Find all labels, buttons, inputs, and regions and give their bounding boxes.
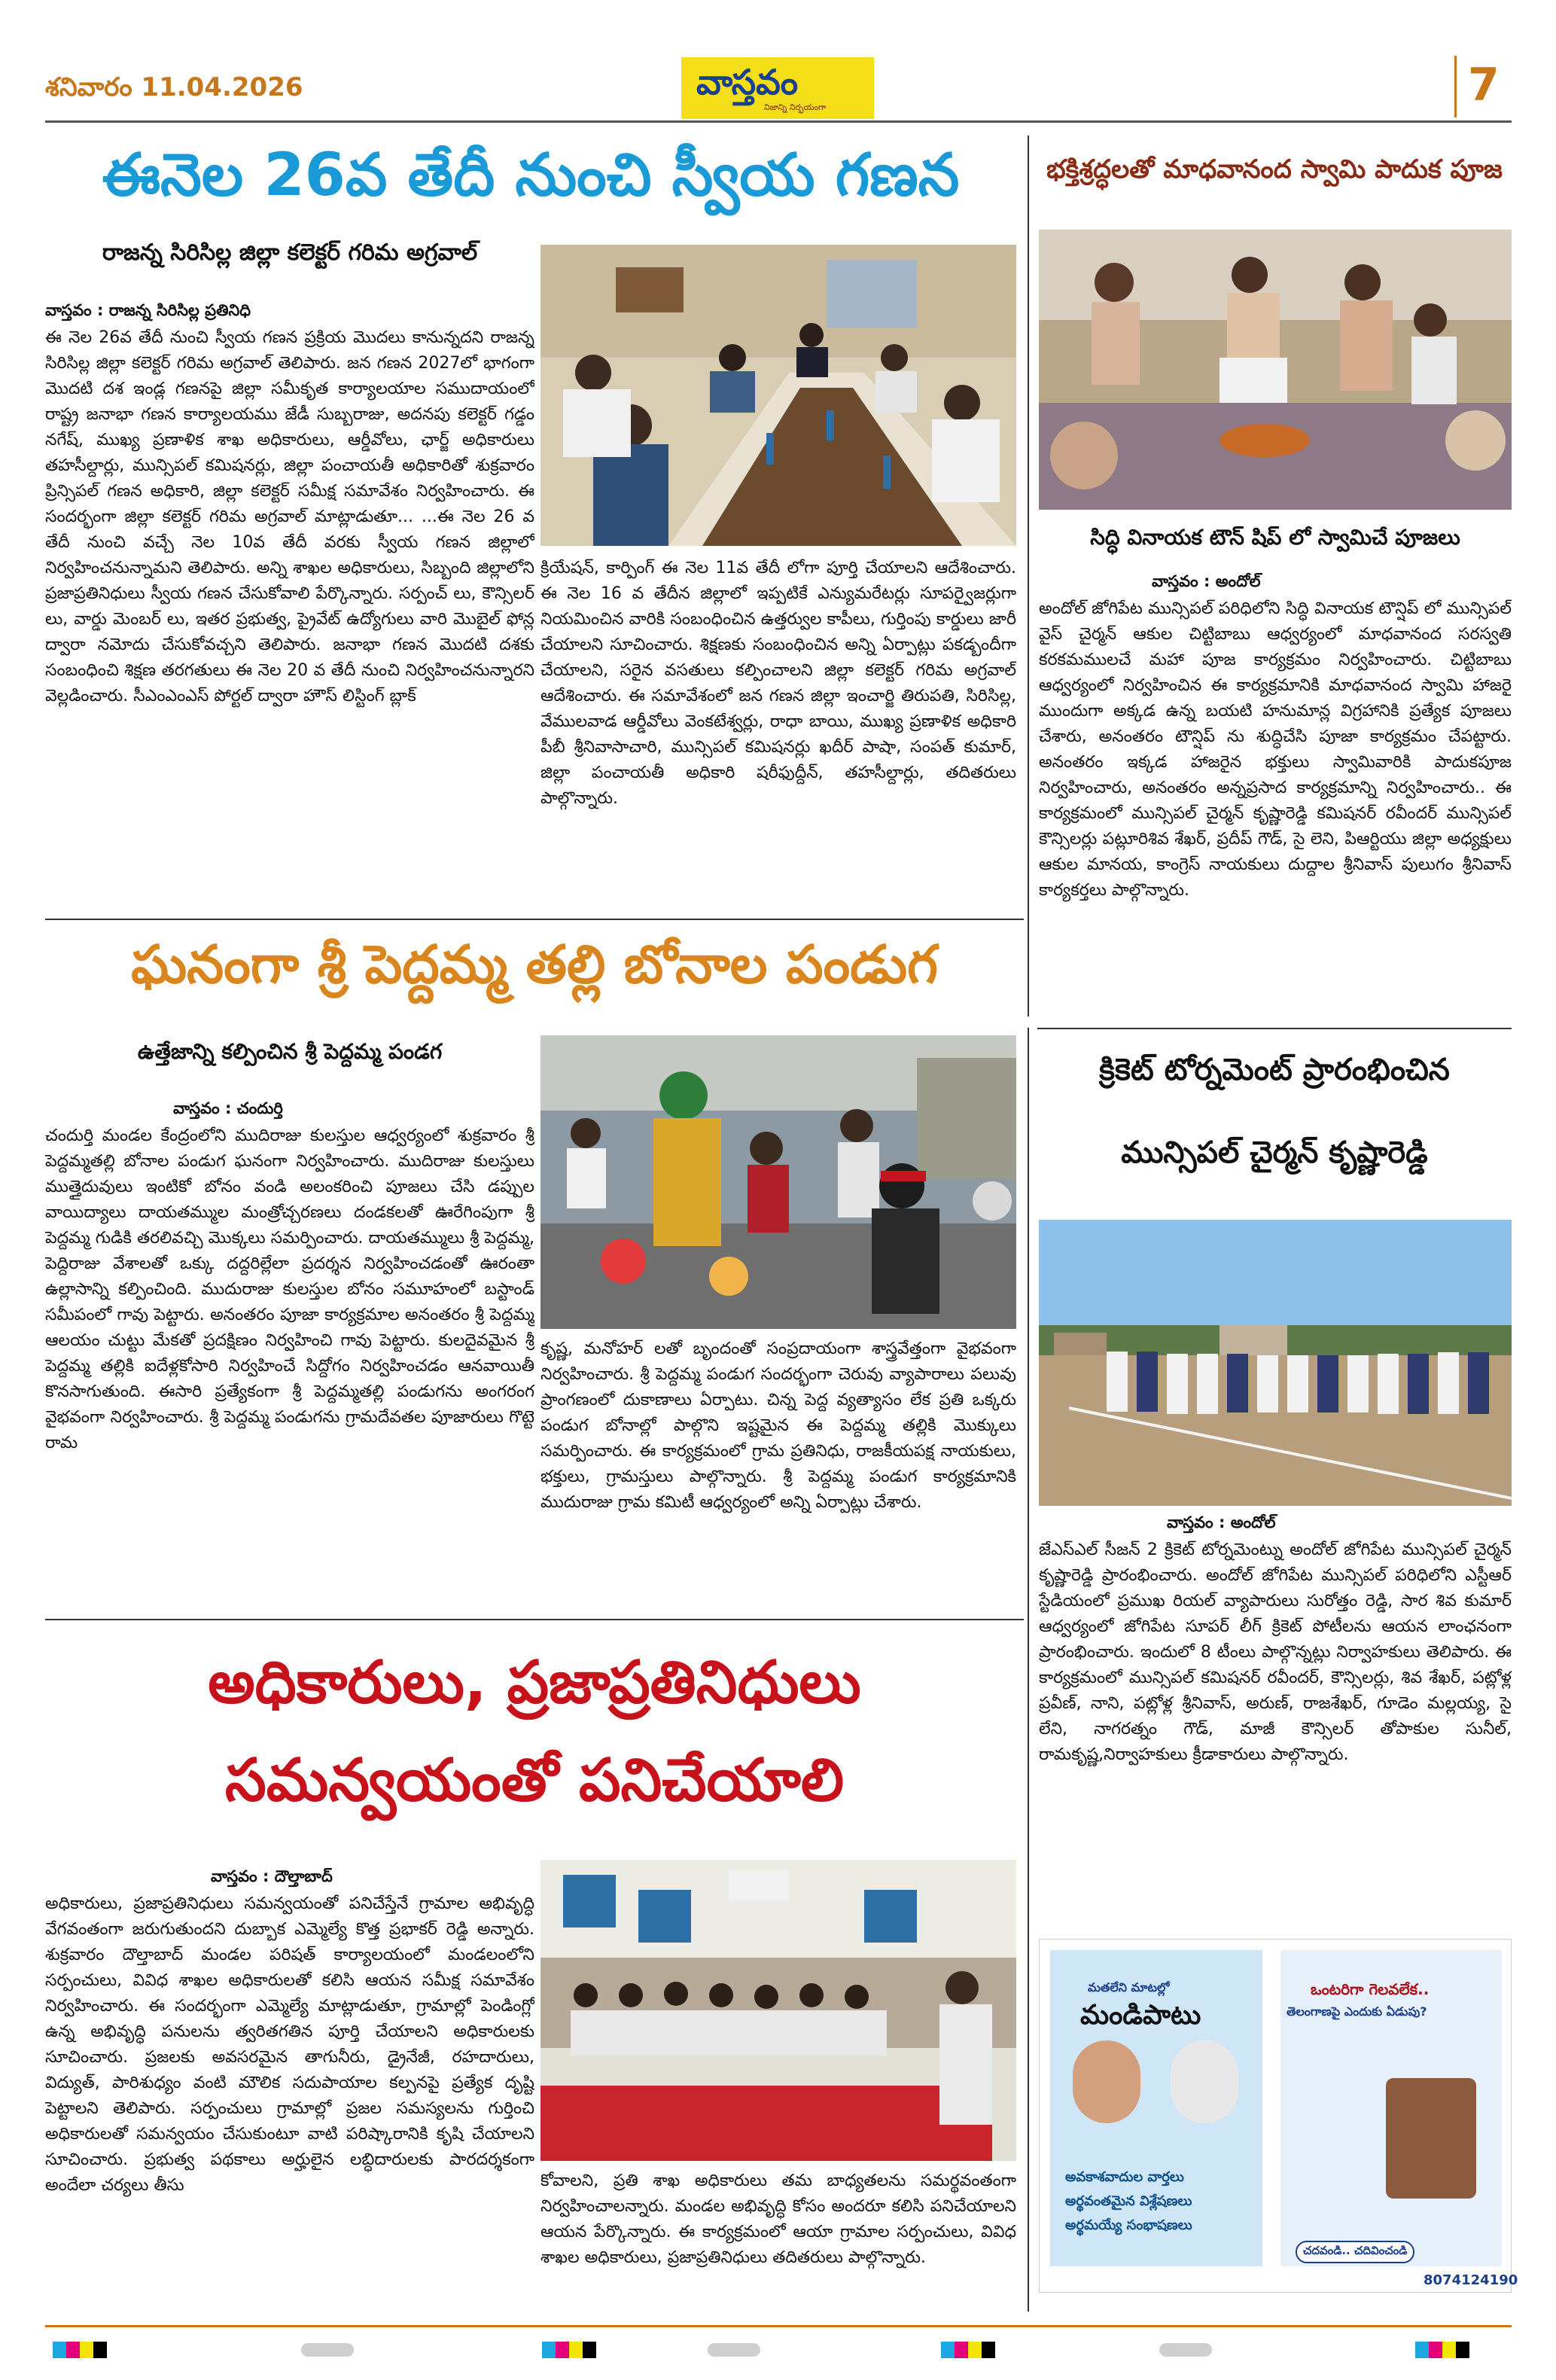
masthead-title: వాస్తవం [696, 62, 799, 102]
cricket-photo [1039, 1220, 1512, 1506]
review-meeting-photo [540, 1860, 1016, 2161]
page-number-divider [1454, 56, 1457, 117]
article1-col2: క్రియేషన్, కార్పింగ్ ఈ నెల 11వ తేదీ లోగా పూర్తి చేయాలని ఆదేశించారు. ఈ నెల 16 వ తేదీన జిల్లాలో ఇప్పటికే ఎన్యుమరేటర్లు సూపర్వైజర్లుగా నియమించిన వారికి సంబంధించిన ఉత్తర్వుల కాపీలు, గుర్తింపు కార్డులు జారీ చేయాలని సూచించారు. శిక్షణకు సంబంధించిన అన్ని ఏర్పాట్లు పకడ్బందీగా చేయాలని, సరైన వసతులు కల్పించాలని జిల్లా కలెక్టర్ గరిమ అగ్రవాల్ ఆదేశించారు. ఈ సమావేశంలో జన గణన జిల్లా ఇంచార్జి తిరుపతి, సిరిసిల్ల, వేములవాడ ఆర్డీవోలు వెంకటేశ్వర్లు, రాధా బాయి, ముఖ్య ప్రణాళిక అధికారి పీబీ శ్రీనివాసాచారి, మున్సిపల్ కమిషనర్లు ఖదీర్ పాషా, సంపత్ కుమార్, జిల్లా పంచాయతీ అధికారి షరీఫుద్దీన్, తహసీల్దార్లు, తదితరులు పాల్గొన్నారు. [540, 559, 1016, 808]
article2-subhead: సిద్ధి వినాయక టౌన్ షిప్ లో స్వామిచే పూజలు [1090, 525, 1460, 550]
bonalu-photo [540, 1035, 1016, 1329]
article5-headline-line2: సమన్వయంతో పనిచేయాలి [224, 1747, 845, 1815]
horizontal-divider-2 [45, 1619, 1024, 1620]
ad-right-question: తెలంగాణపై ఎందుకు ఏడుపు? [1287, 2004, 1427, 2019]
bonalu-photo-svg [540, 1035, 1016, 1329]
article4-headline-line2: మున్సిపల్ చైర్మన్ కృష్ణారెడ్డి [1121, 1135, 1428, 1170]
ad-phone: 8074124190 [1424, 2272, 1518, 2288]
masthead-logo [681, 57, 874, 119]
color-bar-center [542, 2342, 596, 2358]
pooja-photo [1039, 230, 1512, 510]
article3-col2: కృష్ణ, మనోహర్ లతో బృందంతో సంప్రదాయంగా శాస్త్రవేత్తంగా వైభవంగా నిర్వహించారు. శ్రీ పెద్దమ్మ పండుగ సందర్భంగా చెరువు వ్యాపారాలు పలువు ప్రాంగణంలో దుకాణాలు ఏర్పాటు. చిన్న పెద్ద వ్యత్యాసం లేక ప్రతి ఒక్కరు పండుగ బోనాల్లో పాల్గొని ఇష్టమైన ఈ పెద్దమ్మ తల్లికి మొక్కులు సమర్పించారు. ఈ కార్యక్రమంలో గ్రామ ప్రతినిధు, రాజకీయపక్ష నాయకులు, భక్తులు, గ్రామస్తులు పాల్గొన్నారు. శ్రీ పెద్దమ్మ పండుగ కార్యక్రమానికి ముదురాజు గ్రామ కమిటీ ఆధ్వర్యంలో అన్ని ఏర్పాట్లు చేశారు. [540, 1339, 1016, 1512]
header-rule [45, 120, 1512, 123]
right-divider-1 [1037, 1028, 1512, 1029]
article1-col1: ఈ నెల 26వ తేదీ నుంచి స్వీయ గణన ప్రక్రియ మొదలు కానున్నదని రాజన్న సిరిసిల్ల జిల్లా కలెక్టర్ గరిమ అగ్రవాల్ తెలిపారు. జన గణన 2027లో భాగంగా మొదటి దశ ఇండ్ల గణనపై జిల్లా సమీకృత కార్యాలయాల సముదాయంలో రాష్ట్ర జనాభా గణన కార్యాలయము జేడీ సుబ్బరాజు, అదనపు కలెక్టర్ గడ్డం నగేష్, ముఖ్య ప్రణాళిక శాఖ అధికారులు, ఆర్డీవోలు, ఛార్జ్ అధికారులు తహసీల్దార్లు, మున్సిపల్ కమిషనర్లు, జిల్లా పంచాయతీ అధికారితో శుక్రవారం ప్రిన్సిపల్ గణన అధికారి, జిల్లా కలెక్టర్ సమీక్ష సమావేశం నిర్వహించారు. ఈ సందర్భంగా జిల్లా కలెక్టర్ గరిమ అగ్రవాల్ మాట్లాడుతూ... ...ఈ నెల 26 వ తేదీ నుంచి వచ్చే నెల 10వ తేదీ వరకు స్వీయ గణన జిల్లాలో నిర్వహించనున్నామని తెలిపారు. అన్ని శాఖల అధికారులు, సిబ్బంది జిల్లాలోని ప్రజాప్రతినిధులు స్వీయ గణన చేసుకోవాలి పేర్కొన్నారు. సర్పంచ్ లు, కౌన్సిలర్ లు, వార్డు మెంబర్ లు, ఇతర ప్రభుత్వ, ప్రైవేట్ ఉద్యోగులు వారి మొబైల్ ఫోన్ల ద్వారా నమోదు చేసుకోవచ్చని తెలిపారు. జనాభా గణన మొదటి దశకు సంబంధించి శిక్షణ తరగతులు ఈ నెల 20 వ తేదీ నుంచి నిర్వహించనున్నారని వెల్లడించారు. సీఎంఎంఎస్ పోర్టల్ ద్వారా హౌస్ లిస్టింగ్ బ్లాక్ [45, 328, 534, 705]
color-bar-far-right [1415, 2342, 1469, 2358]
article5-col2: కోవాలని, ప్రతి శాఖ అధికారులు తమ బాధ్యతలను సమర్థవంతంగా నిర్వహించాలన్నారు. మండల అభివృద్ధి కోసం అందరూ కలిసి పనిచేయాలని ఆయన పేర్కొన్నారు. ఈ కార్యక్రమంలో ఆయా గ్రామాల సర్పంచులు, వివిధ శాఖల అధికారులు, ప్రజాప్రతినిధులు తదితరులు పాల్గొన్నారు. [540, 2171, 1016, 2267]
ad-left-title: మతలేని మాటల్లో [1088, 1980, 1170, 1995]
page-date: శనివారం 11.04.2026 [45, 72, 303, 102]
footer-rule [45, 2325, 1512, 2327]
vertical-divider-mid [1028, 1028, 1029, 2311]
article4-dateline: వాస్తవం : అందోల్ [1167, 1513, 1276, 1531]
ad-read-badge: చదవండి.. చదివించండి [1296, 2241, 1414, 2263]
ad-box [1039, 1939, 1518, 2293]
page-number: 7 [1468, 59, 1500, 111]
article3-headline: ఘనంగా శ్రీ పెద్దమ్మ తల్లి బోనాల పండుగ [131, 934, 938, 995]
vertical-divider-top [1028, 136, 1029, 1016]
article2-body: అందోల్ జోగిపేట మున్సిపల్ పరిధిలోని సిద్ధి వినాయక టౌన్షిప్ లో మున్సిపల్ వైస్ చైర్మన్ ఆకుల చిట్టిబాబు ఆధ్వర్యంలో మాధవానంద సరస్వతి కరకమములచే మహా పూజ కార్యక్రమం నిర్వహించారు. చిట్టిబాబు ఆధ్వర్యంలో నిర్వహించిన ఈ కార్యక్రమానికి మాధవానంద స్వామి హాజరై ముందుగా అక్కడ ఉన్న బయటి హనుమాన్ల విగ్రహానికి ప్రత్యేక పూజలు చేశారు, అనంతరం టౌన్షిప్ ను శుద్ధిచేసి పూజా కార్యక్రమం చేపట్టారు. అనంతరం ఇక్కడ హాజరైన భక్తులు స్వామివారికి పాదుకపూజ నిర్వహించారు, అనంతరం అన్నప్రసాద కార్యక్రమాన్ని నిర్వహించారు.. ఈ కార్యక్రమంలో మున్సిపల్ చైర్మన్ కృష్ణారెడ్డి కమిషనర్ రవీందర్ మున్సిపల్ కౌన్సిలర్లు పట్లూరిశివ శేఖర్, ప్రదీప్ గౌడ్, సై లెని, పిఆర్టియు జిల్లా అధ్యక్షులు ఆకుల మానయ, కాంగ్రెస్ నాయకులు దుద్దాల శ్రీనివాస్ పులుగం శ్రీనివాస్ కార్యకర్తలు పాల్గొన్నారు. [1039, 599, 1512, 900]
pooja-photo-svg [1039, 230, 1512, 510]
article5-col1: అధికారులు, ప్రజాప్రతినిధులు సమన్వయంతో పనిచేస్తేనే గ్రామాల అభివృద్ధి వేగవంతంగా జరుగుతుందని దుబ్బాక ఎమ్మెల్యే కొత్త ప్రభాకర్ రెడ్డి అన్నారు. శుక్రవారం దౌల్తాబాద్ మండల పరిషత్ కార్యాలయంలో మండలంలోని సర్పంచులు, వివిధ శాఖల అధికారులతో కలిసి ఆయన సమీక్ష సమావేశం నిర్వహించారు. ఈ సందర్భంగా ఎమ్మెల్యే మాట్లాడుతూ, గ్రామాల్లో పెండింగ్లో ఉన్న అభివృద్ధి పనులను త్వరితగతిన పూర్తి చేయాలని అధికారులకు సూచించారు. ప్రజలకు అవసరమైన తాగునీరు, డ్రైనేజీ, రహదారులు, విద్యుత్, పారిశుధ్యం వంటి మౌలిక సదుపాయాల కల్పనపై ప్రత్యేక దృష్టి పెట్టాలని తెలిపారు. సర్పంచులు గ్రామాల్లో ప్రజల సమస్యలను గుర్తించి అధికారులతో సమన్వయం చేసుకుంటూ వాటి పరిష్కారానికి కృషి చేయాలని సూచించారు. ప్రభుత్వ పథకాలు అర్హులైన లబ్ధిదారులకు పారదర్శకంగా అందేలా చర్యలు తీసు [45, 1894, 534, 2195]
meeting-photo [540, 245, 1016, 546]
ad-person2-avatar [1171, 2040, 1238, 2123]
ad-bottom-line1: అవకాశవాదుల వార్తలు [1065, 2169, 1184, 2185]
article3-dateline: వాస్తవం : చందుర్తి [173, 1099, 283, 1117]
registration-pill-3 [1159, 2343, 1212, 2357]
ad-bottom-line3: అర్థమయ్యే సంభాషణలు [1065, 2217, 1192, 2233]
cricket-photo-svg [1039, 1220, 1512, 1506]
ad-right-title: ఒంటరిగా గెలవలేక.. [1311, 1980, 1430, 1998]
article2-dateline: వాస్తవం : అందోల్ [1152, 572, 1261, 590]
ad-bottom-line2: అర్థవంతమైన విశ్లేషణలు [1065, 2193, 1192, 2209]
article4-body: జేఎస్ఎల్ సీజన్ 2 క్రికెట్ టోర్నమెంట్ను అందోల్ జోగిపేట మున్సిపల్ చైర్మన్ కృష్ణారెడ్డి ప్రారంభించారు. అందోల్ జోగిపేట మున్సిపల్ పరిధిలోని ఎస్టీఆర్ స్టేడియంలో ప్రముఖ రియల్ వ్యాపారులు సురోత్తం రెడ్డి, సార శివ కుమార్ ఆధ్వర్యంలో జోగిపేట సూపర్ లీగ్ క్రికెట్ పోటీలను ఆయన లాంఛనంగా ప్రారంభించారు. ఇందులో 8 టీంలు పాల్గొన్నట్లు నిర్వాహకులు తెలిపారు. ఈ కార్యక్రమంలో మున్సిపల్ కమిషనర్ రవీందర్, కౌన్సిలర్లు, శివ శేఖర్, పట్లోళ్ల ప్రవీణ్, నాని, పట్లోళ్ల శ్రీనివాస్, అరుణ్, రాజశేఖర్, గూడెం మల్లయ్య, సై లేని, నాగరత్నం గౌడ్, మాజీ కౌన్సిలర్ తోపాకుల సునీల్, రామకృష్ణ,నిర్వాహకులు క్రీడాకారులు పాల్గొన్నారు. [1039, 1540, 1512, 1764]
article5-dateline: వాస్తవం : దౌల్తాబాద్ [211, 1867, 333, 1885]
masthead-tagline: నిజాన్ని నిర్భయంగా [764, 102, 827, 112]
registration-pill-2 [708, 2343, 760, 2357]
review-meeting-photo-svg [540, 1860, 1016, 2161]
article5-headline-line1: అధికారులు, ప్రజాప్రతినిధులు [208, 1649, 861, 1717]
article3-subhead: ఉత్తేజాన్ని కల్పించిన శ్రీ పెద్దమ్మ పండగ [137, 1039, 443, 1064]
ad-right-panel [1280, 1950, 1502, 2266]
ad-bottom-text [1065, 2165, 1192, 2238]
color-bar-right [941, 2342, 995, 2358]
article3-col1: చందుర్తి మండల కేంద్రంలోని ముదిరాజు కులస్తుల ఆధ్వర్యంలో శుక్రవారం శ్రీ పెద్దమ్మతల్లి బోనాల పండుగ ఘనంగా నిర్వహించారు. ముదిరాజు కులస్తులు ముత్తైదువులు ఇంటికో బోనం వండి అలంకరించి పూజలు చేసి డప్పుల వాయిద్యాలు దాయతమ్ముల మంత్రోచ్చరణలు దండకలతో ఊరేగింపుగా శ్రీ పెద్దమ్మ గుడికి తరలివచ్చి మొక్కలు సమర్పించారు. దాయతమ్ములు శ్రీ పెద్దమ్మ, పెద్దిరాజు వేశాలతో ఒక్కు దద్దరిల్లేలా ప్రదర్శన నిర్వహించడంతో ఊరంతా ఉల్లాసాన్ని కల్పించింది. ముదురాజు కులస్తుల బోనం సమూహంలో బస్టాండ్ సమీపంలో గావు పెట్టారు. అనంతరం పూజా కార్యక్రమాల అనంతరం శ్రీ పెద్దమ్మ ఆలయం చుట్టు మేకతో ప్రదక్షిణం నిర్వహించి గావు పెట్టారు. కులదైవమైన శ్రీ పెద్దమ్మ తల్లికి ఐదేళ్లకోసారి నిర్వహించే సిద్దోగం నిర్వహించడం ఆనవాయితీ కొనసాగుతుంది. ఈసారి ప్రత్యేకంగా శ్రీ పెద్దమ్మతల్లి పండుగను అంగరంగ వైభవంగా నిర్వహించారు. శ్రీ పెద్దమ్మ పండుగను గ్రామదేవతల పూజారులు గొట్టె రామ [45, 1126, 534, 1452]
article2-headline: భక్తిశ్రద్ధలతో మాధవానంద స్వామి పాదుక పూజ [1046, 154, 1503, 184]
meeting-photo-svg [540, 245, 1016, 546]
ad-person-avatar [1073, 2040, 1140, 2123]
registration-pill-1 [301, 2343, 354, 2357]
article1-subhead: రాజన్న సిరిసిల్ల జిల్లా కలెక్టర్ గరిమ అగ్రవాల్ [102, 239, 478, 266]
horizontal-divider-1 [45, 919, 1024, 920]
article1-dateline: వాస్తవం : రాజన్న సిరిసిల్ల ప్రతినిధి [45, 301, 251, 319]
article4-headline-line1: క్రికెట్ టోర్నమెంట్ ప్రారంభించిన [1099, 1053, 1450, 1087]
ad-left-big: మండిపాటు [1080, 2000, 1201, 2031]
color-bar-left [53, 2342, 107, 2358]
ad-person3-avatar [1386, 2078, 1476, 2199]
article1-headline: ఈనెల 26వ తేదీ నుంచి స్వీయ గణన [102, 142, 960, 209]
